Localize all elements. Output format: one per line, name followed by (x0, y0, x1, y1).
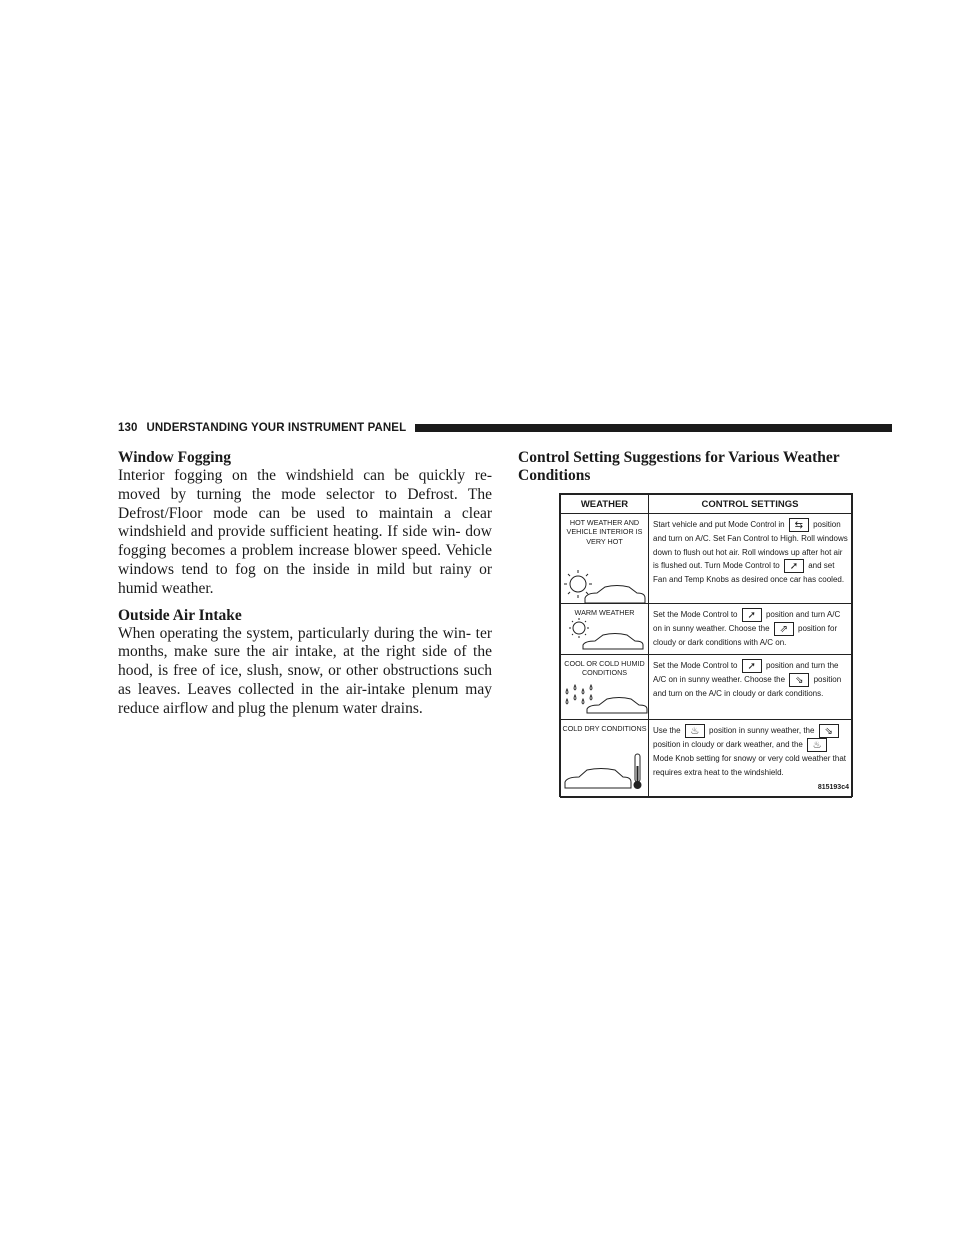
bi-level-icon: ⇗ (774, 622, 794, 636)
floor-vent-icon: ⇘ (789, 673, 809, 687)
weather-label: HOT WEATHER AND VEHICLE INTERIOR IS VERY HOT (566, 518, 643, 546)
thermometer-car-illustration (561, 720, 649, 798)
settings-text: position for cloudy or dark conditions with A/C on. (653, 624, 838, 647)
settings-text: Start vehicle and put Mode Control in (653, 520, 785, 530)
settings-text: position in cloudy or dark weather, and the (653, 740, 803, 750)
weather-label: COLD DRY CONDITIONS (562, 724, 647, 733)
settings-text: Mode Knob setting for snowy or very cold weather that requires extra heat to the windshield. (653, 754, 846, 777)
settings-cell (649, 514, 852, 604)
settings-cell (649, 720, 852, 798)
defrost-floor-icon: ♨ (807, 738, 827, 752)
weather-cell (561, 720, 649, 798)
outside-air-heading: Outside Air Intake (118, 606, 242, 624)
settings-text: Use the (653, 726, 681, 736)
sun-car-illustration (561, 604, 649, 655)
left-column (118, 449, 492, 727)
header-rule (415, 424, 892, 432)
panel-vent-icon: ➚ (742, 659, 762, 673)
page-number: 130 (118, 422, 138, 434)
recirculation-icon: ⇆ (789, 518, 809, 532)
settings-text: position and turn on A/C. Set Fan Control to High. Roll windows down to flush out hot air. Roll windows up after hot air is flushed out. Turn Mode Control to (653, 520, 848, 571)
settings-text: and set Fan and Temp Knobs as desired once car has cooled. (653, 561, 845, 585)
table-row (561, 514, 852, 604)
table-row (561, 655, 852, 720)
right-column (518, 449, 892, 485)
page-header (118, 420, 892, 436)
weather-label: COOL OR COLD HUMID CONDITIONS (564, 659, 645, 678)
window-fogging-text: Interior fogging on the windshield can be quickly re- moved by turning the mode selector to Defrost. The Defrost/Floor mode can be used to maintain a clear windshield and provide sufficient heating. If side win- dow fogging becomes a problem increase blower speed. Vehicle windows tend to fog on the inside in mild but rainy or humid weather. (118, 467, 492, 597)
section-title: UNDERSTANDING YOUR INSTRUMENT PANEL (146, 422, 407, 434)
settings-cell (649, 655, 852, 720)
settings-cell (649, 604, 852, 655)
settings-column-header: CONTROL SETTINGS (649, 495, 852, 514)
defrost-icon: ♨ (685, 724, 705, 738)
floor-vent-icon: ⇘ (819, 724, 839, 738)
sun-car-illustration (561, 514, 649, 604)
settings-text: position and turn on the A/C in cloudy or dark conditions. (653, 675, 842, 698)
table-row (561, 720, 852, 798)
outside-air-text: When operating the system, particularly during the win- ter months, make sure the air intake, at the right side of the hood, is free of ice, slush, snow, or other obstructions such as leaves. Leaves collected in the air-intake plenum may reduce airflow and plug the plenum water drains. (118, 624, 492, 717)
control-settings-table (560, 494, 852, 798)
weather-cell (561, 514, 649, 604)
settings-text: Set the Mode Control to (653, 661, 738, 671)
settings-text: position and turn A/C on in sunny weather. Choose the (653, 610, 841, 634)
panel-vent-icon: ➚ (742, 608, 762, 622)
weather-column-header: WEATHER (561, 495, 649, 514)
settings-text: position in sunny weather, the (709, 726, 815, 736)
settings-text: position and turn the A/C on in sunny weather. Choose the (653, 661, 839, 685)
settings-text: Set the Mode Control to (653, 610, 738, 620)
panel-vent-icon: ➚ (784, 559, 804, 573)
table-row (561, 604, 852, 655)
weather-cell (561, 655, 649, 720)
control-settings-figure (559, 493, 853, 797)
window-fogging-heading: Window Fogging (118, 449, 231, 466)
rain-car-illustration (561, 655, 649, 720)
control-settings-heading: Control Setting Suggestions for Various Weather Conditions (518, 449, 840, 484)
weather-label: WARM WEATHER (574, 608, 635, 617)
figure-code: 815193c4 (817, 784, 849, 792)
weather-cell (561, 604, 649, 655)
